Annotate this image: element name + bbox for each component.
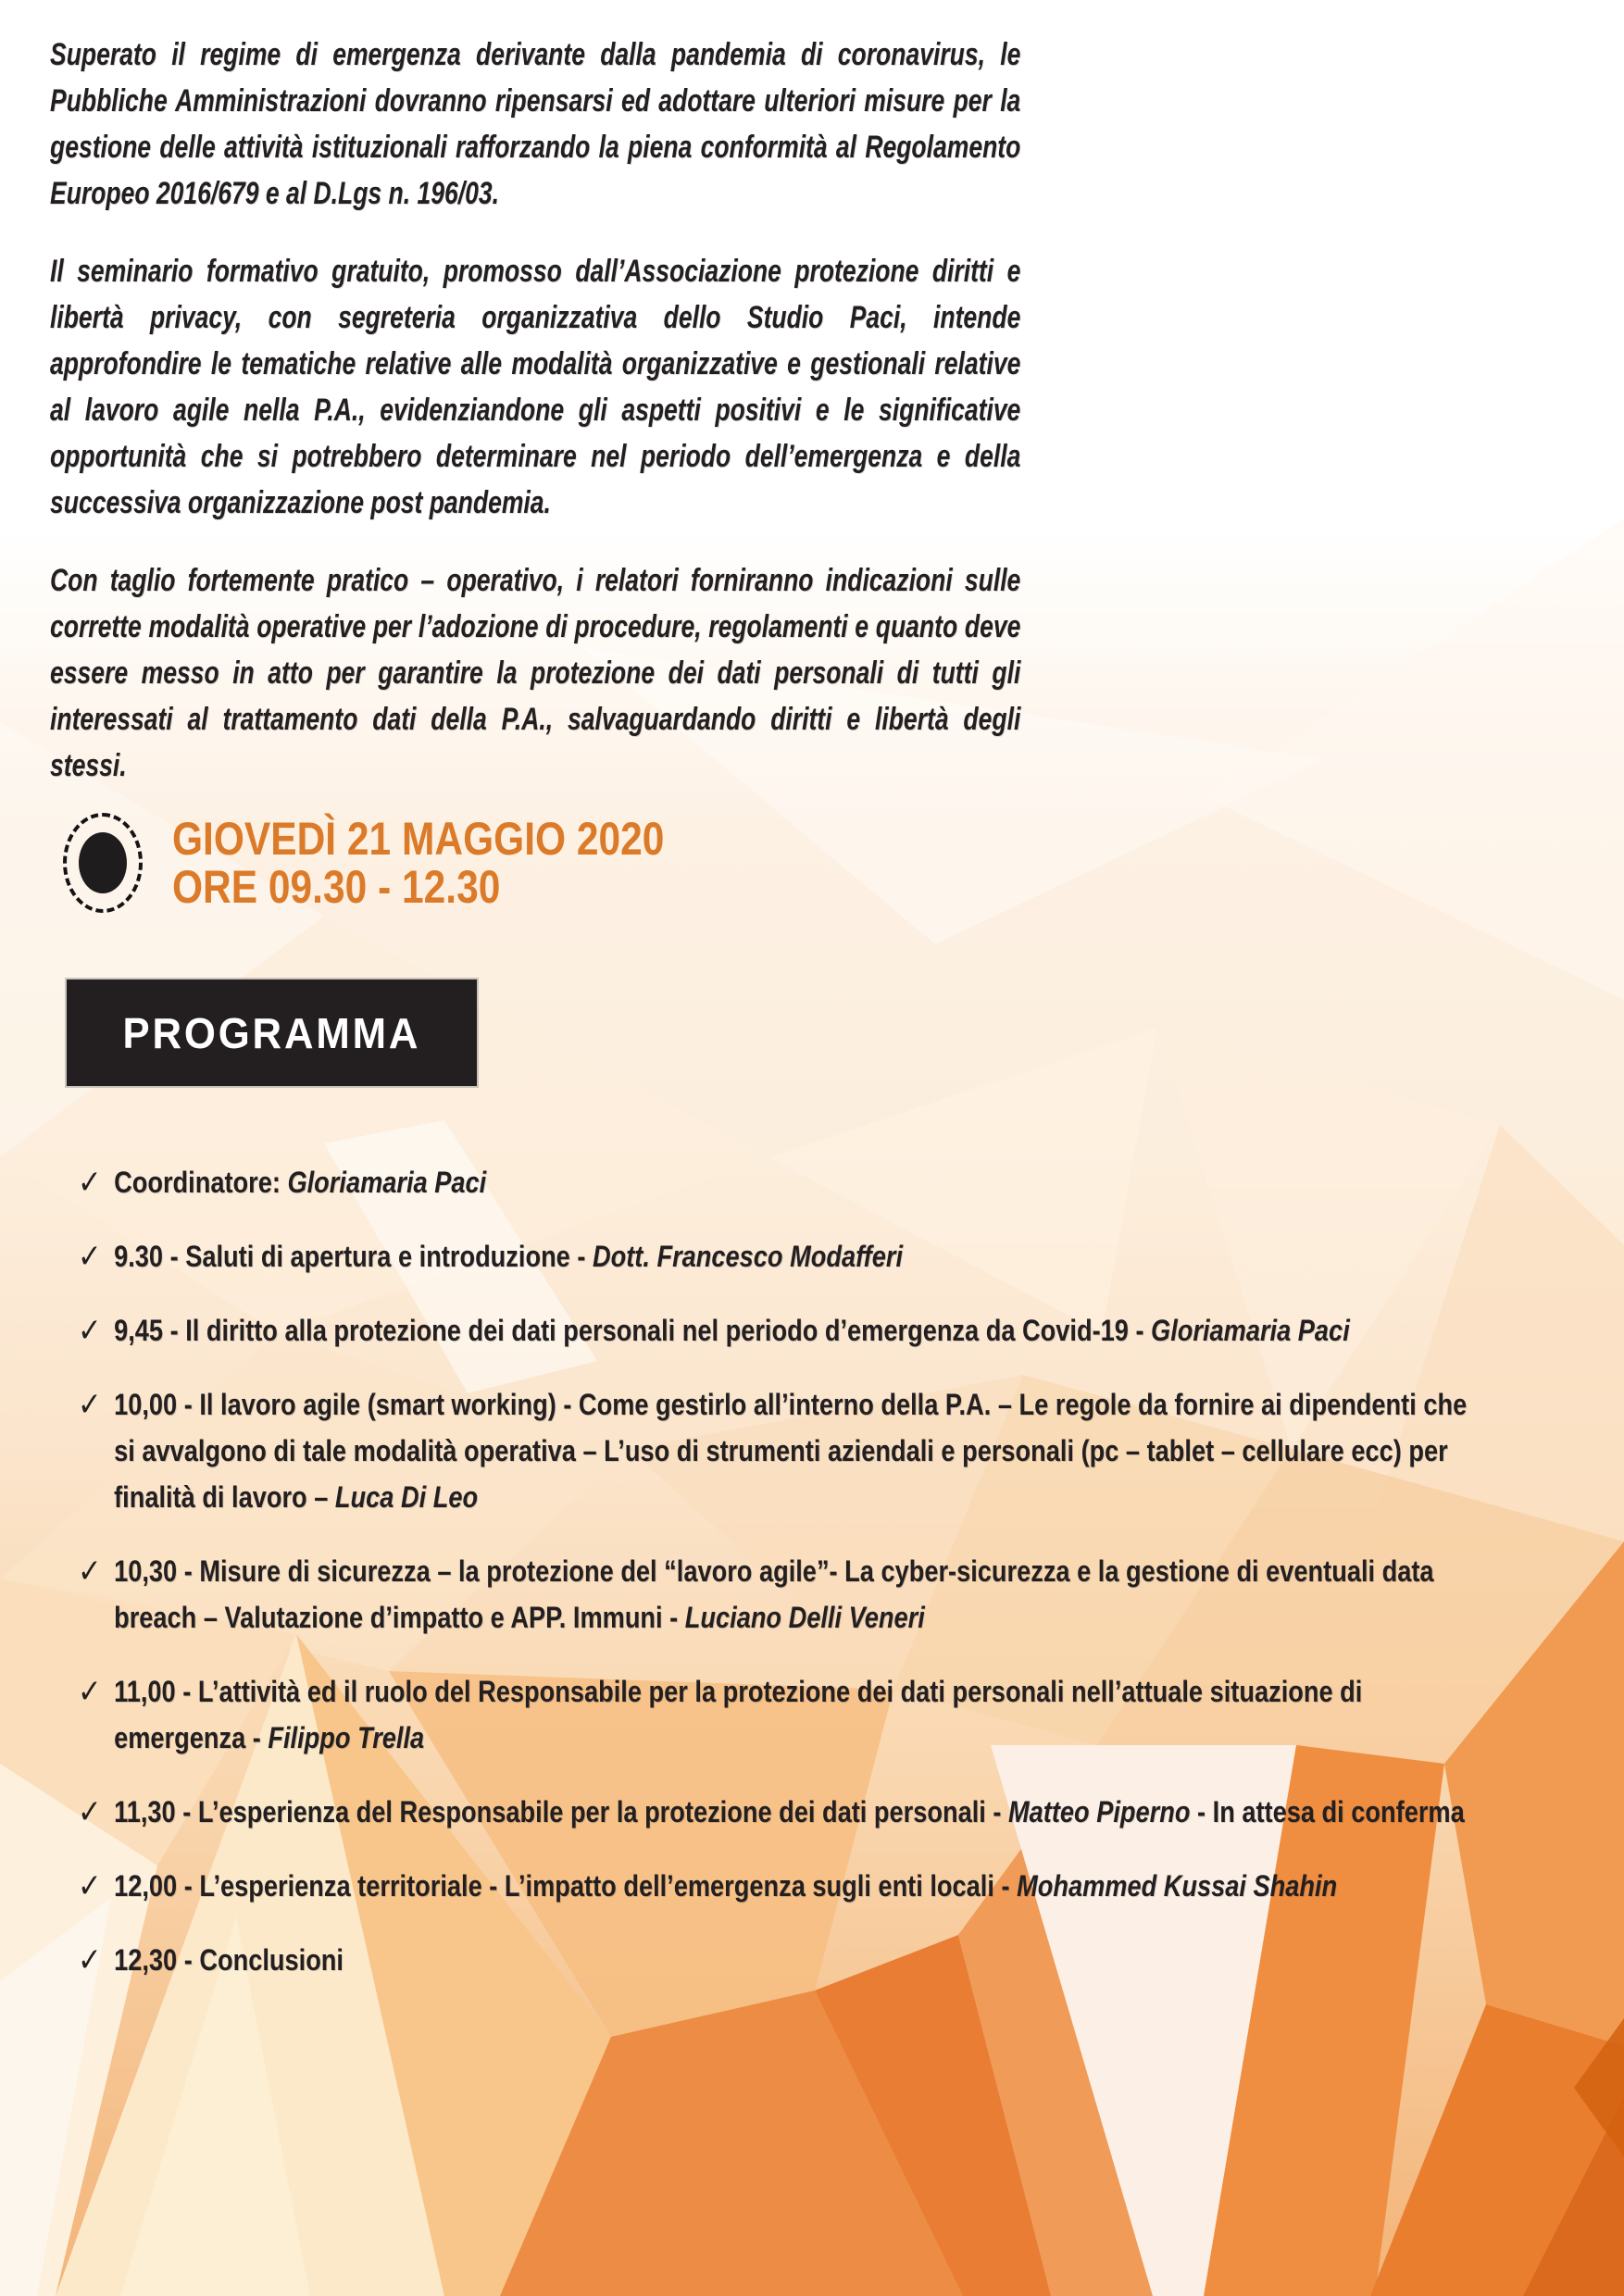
speaker-name: Matteo Piperno <box>1008 1795 1191 1828</box>
intro-text <box>50 31 1020 820</box>
check-icon: ✓ <box>78 1163 102 1201</box>
program-item-text: 10,30 - Misure di sicurezza – la protezione del “lavoro agile”- La cyber-sicurezza e la gestione di eventuali data breach – Valutazione d’impatto e APP. Immuni - <box>114 1554 1434 1634</box>
check-icon: ✓ <box>78 1940 102 1978</box>
check-icon: ✓ <box>78 1866 102 1904</box>
check-icon: ✓ <box>78 1385 102 1423</box>
program-item-text: Coordinatore: <box>114 1166 288 1199</box>
program-item <box>78 1668 1494 1761</box>
bullet-dot <box>79 832 127 893</box>
event-datetime-text <box>172 815 664 911</box>
program-item-text: 9,45 - Il diritto alla protezione dei dati personali nel periodo d’emergenza da Covid-19 - <box>114 1314 1152 1347</box>
program-item <box>78 1381 1494 1520</box>
program-item-text: 12,00 - L’esperienza territoriale - L’impatto dell’emergenza sugli enti locali - <box>114 1869 1018 1903</box>
program-item-text: 11,00 - L’attività ed il ruolo del Responsabile per la protezione dei dati personali nell’attuale situazione di emergenza - <box>114 1675 1363 1754</box>
program-item <box>78 1789 1494 1835</box>
speaker-name: Gloriamaria Paci <box>1151 1314 1350 1347</box>
speaker-name: Mohammed Kussai Shahin <box>1017 1869 1338 1903</box>
speaker-name: Dott. Francesco Modafferi <box>592 1240 903 1273</box>
event-date: GIOVEDÌ 21 MAGGIO 2020 <box>172 813 665 865</box>
check-icon: ✓ <box>78 1792 102 1830</box>
speaker-name: Filippo Trella <box>268 1721 425 1754</box>
event-time: ORE 09.30 - 12.30 <box>172 861 501 913</box>
check-icon: ✓ <box>78 1311 102 1349</box>
program-title-box <box>67 980 477 1086</box>
program-item <box>78 1233 1494 1279</box>
program-item-text: 12,30 - Conclusioni <box>114 1943 344 1977</box>
check-icon: ✓ <box>78 1552 102 1590</box>
speaker-name: Luciano Delli Veneri <box>684 1601 925 1634</box>
program-list <box>78 1159 1494 2011</box>
program-item <box>78 1937 1494 1983</box>
program-item-text: 11,30 - L’esperienza del Responsabile per la protezione dei dati personali - <box>114 1795 1009 1828</box>
intro-paragraph-3: Con taglio fortemente pratico – operativo, i relatori forniranno indicazioni sulle corrette modalità operative per l’adozione di procedure, regolamenti e quanto deve essere messo in atto per garantire la protezione dei dati personali di tutti gli interessati al trattamento dati della P.A., salvaguardando diritti e libertà degli stessi. <box>50 563 1021 783</box>
speaker-name: Gloriamaria Paci <box>287 1166 487 1199</box>
check-icon: ✓ <box>78 1237 102 1275</box>
event-datetime <box>63 813 751 913</box>
bullet-target-icon <box>63 813 143 913</box>
program-item <box>78 1307 1494 1354</box>
program-item <box>78 1159 1494 1205</box>
check-icon: ✓ <box>78 1672 102 1710</box>
program-item <box>78 1548 1494 1641</box>
speaker-name: Luca Di Leo <box>334 1480 479 1514</box>
program-title: PROGRAMMA <box>122 1008 421 1057</box>
program-item-suffix: - In attesa di conferma <box>1190 1795 1465 1828</box>
program-item-text: 10,00 - Il lavoro agile (smart working) - Come gestirlo all’interno della P.A. – Le regole da fornire ai dipendenti che si avvalgono di tale modalità operativa – L’uso di strumenti aziendali e personali (pc – tablet – cellulare ecc) per finalità di lavoro – <box>114 1388 1468 1514</box>
program-item <box>78 1863 1494 1909</box>
intro-paragraph-2: Il seminario formativo gratuito, promosso dall’Associazione protezione diritti e libertà privacy, con segreteria organizzativa dello Studio Paci, intende approfondire le tematiche relative alle modalità organizzative e gestionali relative al lavoro agile nella P.A., evidenziandone gli aspetti positivi e le significative opportunità che si potrebbero determinare nel periodo dell’emergenza e della successiva organizzazione post pandemia. <box>50 254 1021 520</box>
program-item-text: 9.30 - Saluti di apertura e introduzione - <box>114 1240 593 1273</box>
intro-paragraph-1: Superato il regime di emergenza derivante dalla pandemia di coronavirus, le Pubbliche Amministrazioni dovranno ripensarsi ed adottare ulteriori misure per la gestione delle attività istituzionali rafforzando la piena conformità al Regolamento Europeo 2016/679 e al D.Lgs n. 196/03. <box>50 37 1021 211</box>
